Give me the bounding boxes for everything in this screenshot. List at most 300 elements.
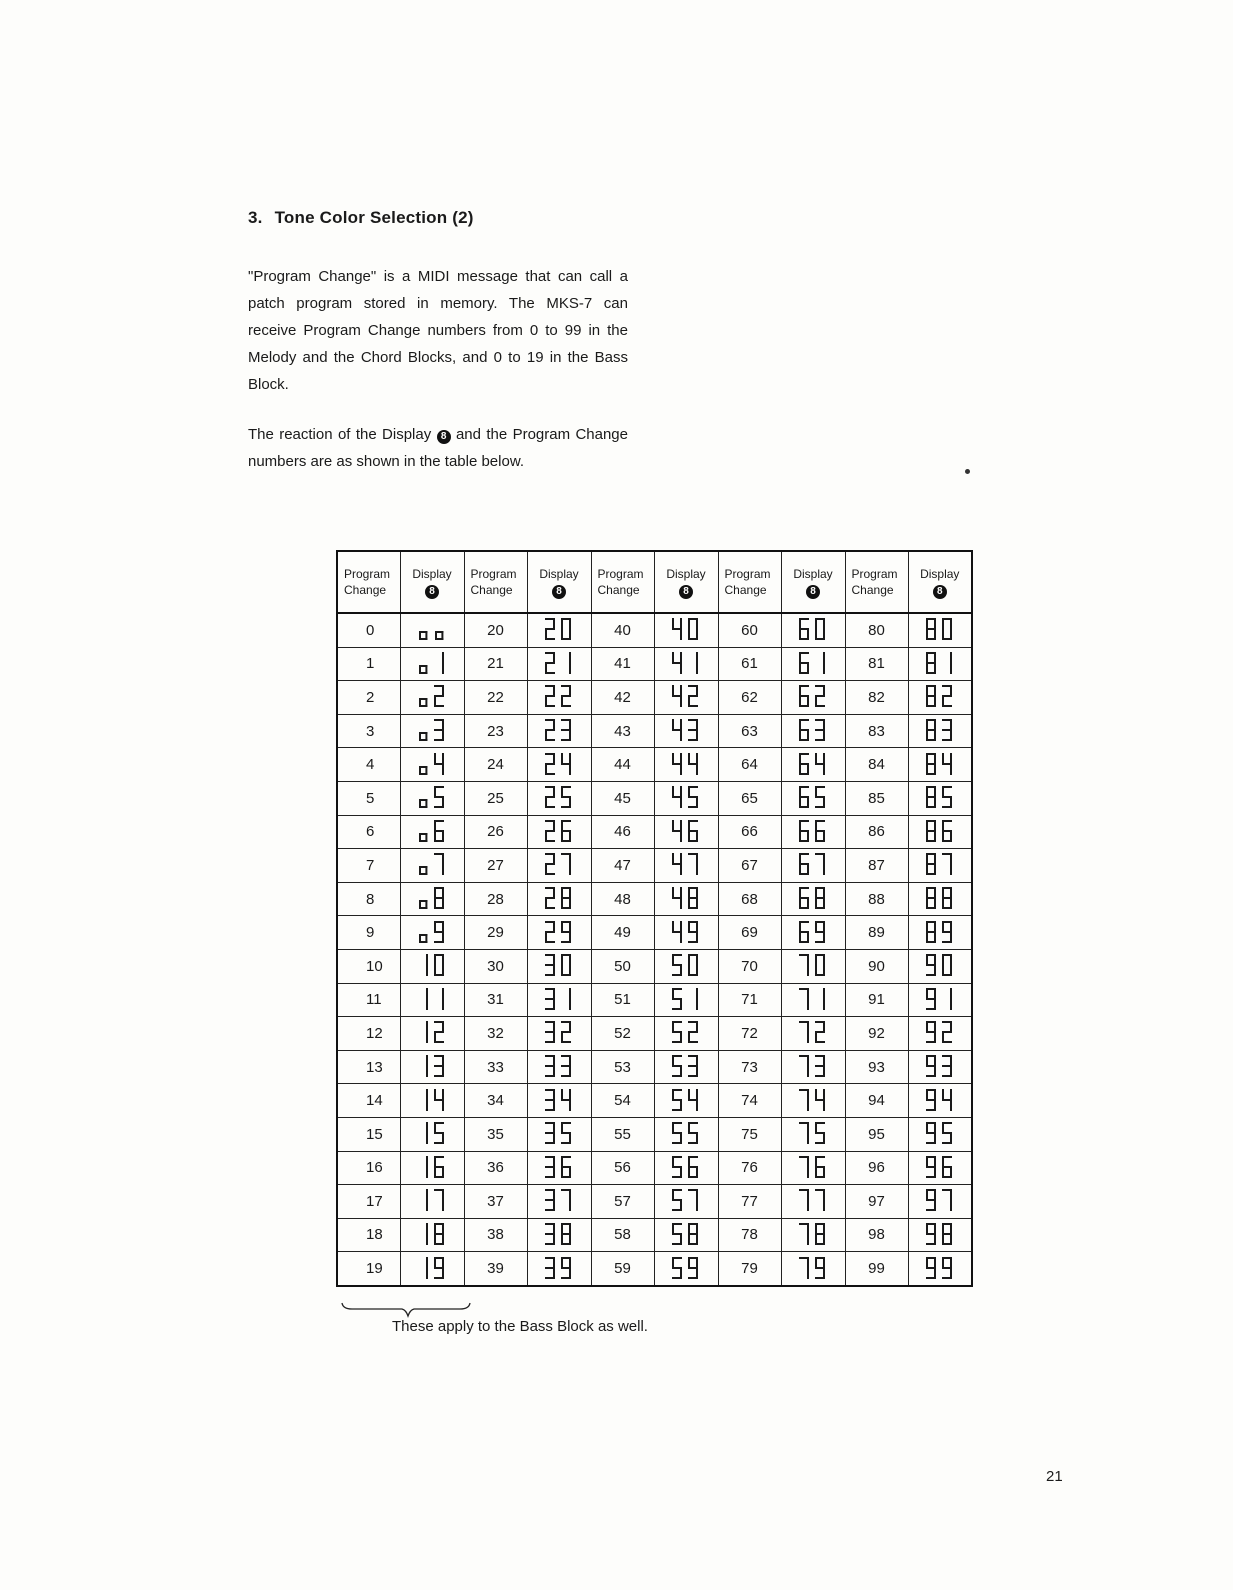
program-change-number: 50 xyxy=(591,949,654,983)
program-change-number: 49 xyxy=(591,916,654,950)
seven-segment-display xyxy=(796,1222,830,1248)
program-change-number: 14 xyxy=(337,1084,400,1118)
seven-segment-display xyxy=(415,1188,449,1214)
seven-segment-display xyxy=(796,1188,830,1214)
display-readout xyxy=(654,1218,718,1252)
seven-segment-display xyxy=(669,886,703,912)
display-readout xyxy=(654,714,718,748)
program-change-number: 55 xyxy=(591,1117,654,1151)
display-readout xyxy=(527,1185,591,1219)
program-change-number: 56 xyxy=(591,1151,654,1185)
section-heading xyxy=(248,208,474,228)
table-row xyxy=(337,681,972,715)
display-readout xyxy=(654,849,718,883)
display-readout xyxy=(527,1252,591,1286)
program-change-number: 31 xyxy=(464,983,527,1017)
program-change-number: 6 xyxy=(337,815,400,849)
header-display-label: Display xyxy=(412,566,452,581)
display-readout xyxy=(654,647,718,681)
display-readout xyxy=(527,916,591,950)
program-change-number: 38 xyxy=(464,1218,527,1252)
seven-segment-display xyxy=(796,819,830,845)
table-row xyxy=(337,1084,972,1118)
program-change-number: 94 xyxy=(845,1084,908,1118)
seven-segment-display xyxy=(923,617,957,643)
seven-segment-display xyxy=(669,987,703,1013)
seven-segment-display xyxy=(796,886,830,912)
seven-segment-display xyxy=(923,1222,957,1248)
seven-segment-display xyxy=(415,886,449,912)
header-program-line: Program xyxy=(851,567,898,581)
ink-speck xyxy=(965,469,970,474)
program-change-number: 32 xyxy=(464,1017,527,1051)
seven-segment-display xyxy=(542,651,576,677)
header-program-change xyxy=(845,551,908,613)
seven-segment-display xyxy=(669,1155,703,1181)
display-readout xyxy=(400,748,464,782)
seven-segment-display xyxy=(415,1054,449,1080)
program-change-number: 52 xyxy=(591,1017,654,1051)
display-readout xyxy=(400,1252,464,1286)
display-readout xyxy=(400,781,464,815)
program-change-number: 42 xyxy=(591,681,654,715)
display-readout xyxy=(781,916,845,950)
program-change-number: 77 xyxy=(718,1185,781,1219)
display-readout xyxy=(400,1218,464,1252)
seven-segment-display xyxy=(669,819,703,845)
display-readout xyxy=(527,1084,591,1118)
section-title: Tone Color Selection (2) xyxy=(274,208,474,227)
program-change-number: 35 xyxy=(464,1117,527,1151)
display-readout xyxy=(654,681,718,715)
program-change-number: 69 xyxy=(718,916,781,950)
seven-segment-display xyxy=(669,1054,703,1080)
seven-segment-display xyxy=(669,718,703,744)
table-header-row xyxy=(337,551,972,613)
seven-segment-display xyxy=(415,752,449,778)
program-change-number: 96 xyxy=(845,1151,908,1185)
seven-segment-display xyxy=(669,1088,703,1114)
seven-segment-display xyxy=(923,1188,957,1214)
program-change-number: 66 xyxy=(718,815,781,849)
program-change-number: 11 xyxy=(337,983,400,1017)
header-display-label: Display xyxy=(920,566,960,581)
seven-segment-display xyxy=(923,1054,957,1080)
seven-segment-display xyxy=(542,886,576,912)
program-change-number: 58 xyxy=(591,1218,654,1252)
program-change-number: 0 xyxy=(337,613,400,647)
header-program-change xyxy=(591,551,654,613)
program-change-number: 25 xyxy=(464,781,527,815)
program-change-number: 71 xyxy=(718,983,781,1017)
table-row xyxy=(337,1185,972,1219)
display-readout xyxy=(400,1117,464,1151)
program-change-number: 74 xyxy=(718,1084,781,1118)
program-change-number: 53 xyxy=(591,1050,654,1084)
intro-paragraph: "Program Change" is a MIDI message that can call a patch program stored in memory. The MKS-7 can receive Program Change numbers from 0 to 99 in the Melody and the Chord Blocks, and 0 to 19 in the Bass Block. xyxy=(248,268,628,393)
table-row xyxy=(337,1218,972,1252)
display-readout xyxy=(654,1017,718,1051)
header-program-change xyxy=(337,551,400,613)
display-readout xyxy=(908,613,972,647)
seven-segment-display xyxy=(796,752,830,778)
seven-segment-display xyxy=(415,651,449,677)
program-change-number: 81 xyxy=(845,647,908,681)
header-display-label: Display xyxy=(666,566,706,581)
seven-segment-display xyxy=(923,819,957,845)
display-paragraph-after: and the Program Change numbers are as shown in the table below. xyxy=(248,426,628,470)
display-readout xyxy=(400,681,464,715)
display-readout xyxy=(400,613,464,647)
display-readout xyxy=(654,983,718,1017)
seven-segment-display xyxy=(542,852,576,878)
display-readout xyxy=(781,1017,845,1051)
seven-segment-display xyxy=(923,1020,957,1046)
seven-segment-display xyxy=(669,1222,703,1248)
program-change-number: 57 xyxy=(591,1185,654,1219)
header-change-line: Change xyxy=(851,583,894,597)
seven-segment-display xyxy=(796,1256,830,1282)
display-readout xyxy=(781,714,845,748)
seven-segment-display xyxy=(923,1155,957,1181)
display-readout xyxy=(527,882,591,916)
display-readout xyxy=(908,1017,972,1051)
header-display xyxy=(654,551,718,613)
display-readout xyxy=(654,781,718,815)
program-change-number: 16 xyxy=(337,1151,400,1185)
program-change-number: 93 xyxy=(845,1050,908,1084)
program-change-number: 83 xyxy=(845,714,908,748)
display-readout xyxy=(781,983,845,1017)
header-display xyxy=(781,551,845,613)
program-change-number: 86 xyxy=(845,815,908,849)
table-row xyxy=(337,849,972,883)
seven-segment-display xyxy=(542,718,576,744)
table-row xyxy=(337,781,972,815)
program-change-number: 21 xyxy=(464,647,527,681)
seven-segment-display xyxy=(923,953,957,979)
display-readout xyxy=(908,1151,972,1185)
program-change-number: 87 xyxy=(845,849,908,883)
display-readout xyxy=(781,1218,845,1252)
program-change-number: 15 xyxy=(337,1117,400,1151)
display-readout xyxy=(654,882,718,916)
table-row xyxy=(337,983,972,1017)
display-readout xyxy=(527,714,591,748)
header-change-line: Change xyxy=(724,583,767,597)
seven-segment-display xyxy=(796,651,830,677)
program-change-number: 64 xyxy=(718,748,781,782)
program-change-number: 68 xyxy=(718,882,781,916)
seven-segment-display xyxy=(923,920,957,946)
display-readout xyxy=(400,849,464,883)
program-change-number: 41 xyxy=(591,647,654,681)
display-readout xyxy=(527,1017,591,1051)
display-readout xyxy=(781,613,845,647)
display-readout xyxy=(781,1185,845,1219)
display-paragraph-before: The reaction of the Display xyxy=(248,426,437,443)
display-readout xyxy=(908,916,972,950)
program-change-number: 82 xyxy=(845,681,908,715)
seven-segment-display xyxy=(542,920,576,946)
seven-segment-display xyxy=(923,684,957,710)
seven-segment-display xyxy=(669,920,703,946)
seven-segment-display xyxy=(669,684,703,710)
seven-segment-display xyxy=(542,819,576,845)
seven-segment-display xyxy=(542,1256,576,1282)
display-readout xyxy=(400,882,464,916)
seven-segment-display xyxy=(923,785,957,811)
display-marker-icon: 8 xyxy=(437,430,451,444)
display-readout xyxy=(908,714,972,748)
seven-segment-display xyxy=(796,953,830,979)
program-change-number: 47 xyxy=(591,849,654,883)
seven-segment-display xyxy=(542,1020,576,1046)
program-change-number: 84 xyxy=(845,748,908,782)
display-readout xyxy=(781,781,845,815)
display-readout xyxy=(781,949,845,983)
seven-segment-display xyxy=(415,920,449,946)
display-readout xyxy=(527,983,591,1017)
seven-segment-display xyxy=(415,852,449,878)
seven-segment-display xyxy=(415,1121,449,1147)
display-readout xyxy=(400,1017,464,1051)
display-marker-icon: 8 xyxy=(679,585,693,599)
table-row xyxy=(337,815,972,849)
display-readout xyxy=(781,1084,845,1118)
display-readout xyxy=(781,1151,845,1185)
display-readout xyxy=(400,714,464,748)
table-row xyxy=(337,1151,972,1185)
display-marker-icon: 8 xyxy=(933,585,947,599)
program-change-number: 95 xyxy=(845,1117,908,1151)
program-change-number: 8 xyxy=(337,882,400,916)
seven-segment-display xyxy=(923,987,957,1013)
seven-segment-display xyxy=(542,752,576,778)
display-readout xyxy=(654,1117,718,1151)
seven-segment-display xyxy=(415,819,449,845)
table-row xyxy=(337,1252,972,1286)
seven-segment-display xyxy=(669,752,703,778)
seven-segment-display xyxy=(542,1155,576,1181)
display-readout xyxy=(527,1218,591,1252)
display-readout xyxy=(781,882,845,916)
display-readout xyxy=(400,916,464,950)
program-change-number: 54 xyxy=(591,1084,654,1118)
program-change-number: 65 xyxy=(718,781,781,815)
program-change-table xyxy=(336,550,973,1287)
display-readout xyxy=(527,781,591,815)
display-readout xyxy=(654,949,718,983)
display-readout xyxy=(400,647,464,681)
section-number: 3. xyxy=(248,208,263,227)
program-change-number: 46 xyxy=(591,815,654,849)
table-row xyxy=(337,916,972,950)
display-readout xyxy=(781,815,845,849)
program-change-number: 40 xyxy=(591,613,654,647)
display-readout xyxy=(654,916,718,950)
display-readout xyxy=(908,681,972,715)
display-readout xyxy=(400,1084,464,1118)
program-change-number: 13 xyxy=(337,1050,400,1084)
seven-segment-display xyxy=(796,684,830,710)
header-display xyxy=(400,551,464,613)
display-readout xyxy=(527,647,591,681)
program-change-number: 22 xyxy=(464,681,527,715)
program-change-number: 97 xyxy=(845,1185,908,1219)
seven-segment-display xyxy=(796,1088,830,1114)
display-readout xyxy=(781,1050,845,1084)
display-readout xyxy=(400,1185,464,1219)
program-change-number: 88 xyxy=(845,882,908,916)
seven-segment-display xyxy=(796,987,830,1013)
display-readout xyxy=(400,1151,464,1185)
display-readout xyxy=(908,849,972,883)
display-readout xyxy=(908,1252,972,1286)
display-readout xyxy=(908,949,972,983)
display-readout xyxy=(908,983,972,1017)
program-change-number: 5 xyxy=(337,781,400,815)
program-change-number: 45 xyxy=(591,781,654,815)
program-change-number: 10 xyxy=(337,949,400,983)
display-readout xyxy=(527,681,591,715)
seven-segment-display xyxy=(669,1188,703,1214)
display-readout xyxy=(527,1050,591,1084)
display-marker-icon: 8 xyxy=(806,585,820,599)
seven-segment-display xyxy=(415,987,449,1013)
program-change-number: 20 xyxy=(464,613,527,647)
seven-segment-display xyxy=(415,1256,449,1282)
display-readout xyxy=(781,1117,845,1151)
table-row xyxy=(337,647,972,681)
seven-segment-display xyxy=(669,1020,703,1046)
display-readout xyxy=(908,1185,972,1219)
seven-segment-display xyxy=(669,651,703,677)
program-change-number: 43 xyxy=(591,714,654,748)
display-readout xyxy=(908,815,972,849)
seven-segment-display xyxy=(415,718,449,744)
program-change-number: 2 xyxy=(337,681,400,715)
program-change-number: 70 xyxy=(718,949,781,983)
program-change-number: 24 xyxy=(464,748,527,782)
display-readout xyxy=(654,748,718,782)
display-readout xyxy=(908,1117,972,1151)
program-change-number: 79 xyxy=(718,1252,781,1286)
program-change-number: 23 xyxy=(464,714,527,748)
display-readout xyxy=(908,748,972,782)
program-change-number: 63 xyxy=(718,714,781,748)
program-change-number: 33 xyxy=(464,1050,527,1084)
display-readout xyxy=(908,781,972,815)
program-change-number: 44 xyxy=(591,748,654,782)
program-change-number: 17 xyxy=(337,1185,400,1219)
seven-segment-display xyxy=(669,1121,703,1147)
display-readout xyxy=(654,815,718,849)
display-readout xyxy=(400,983,464,1017)
program-change-number: 59 xyxy=(591,1252,654,1286)
page-number: 21 xyxy=(1046,1468,1063,1485)
program-change-number: 99 xyxy=(845,1252,908,1286)
display-readout xyxy=(527,815,591,849)
display-readout xyxy=(908,647,972,681)
display-readout xyxy=(654,1185,718,1219)
program-change-number: 78 xyxy=(718,1218,781,1252)
display-readout xyxy=(908,1050,972,1084)
program-change-number: 91 xyxy=(845,983,908,1017)
program-change-number: 75 xyxy=(718,1117,781,1151)
seven-segment-display xyxy=(669,785,703,811)
seven-segment-display xyxy=(415,953,449,979)
program-change-number: 12 xyxy=(337,1017,400,1051)
seven-segment-display xyxy=(542,1222,576,1248)
header-program-line: Program xyxy=(724,567,771,581)
seven-segment-display xyxy=(542,785,576,811)
seven-segment-display xyxy=(542,1054,576,1080)
display-readout xyxy=(781,849,845,883)
display-readout xyxy=(527,949,591,983)
display-paragraph xyxy=(248,421,628,475)
header-display xyxy=(908,551,972,613)
program-change-number: 51 xyxy=(591,983,654,1017)
display-readout xyxy=(908,1084,972,1118)
seven-segment-display xyxy=(415,1155,449,1181)
seven-segment-display xyxy=(542,987,576,1013)
seven-segment-display xyxy=(796,617,830,643)
table-row xyxy=(337,882,972,916)
program-change-number: 72 xyxy=(718,1017,781,1051)
seven-segment-display xyxy=(923,1256,957,1282)
seven-segment-display xyxy=(796,1121,830,1147)
table-row xyxy=(337,613,972,647)
display-readout xyxy=(654,1151,718,1185)
program-change-number: 62 xyxy=(718,681,781,715)
display-readout xyxy=(781,1252,845,1286)
seven-segment-display xyxy=(415,1222,449,1248)
program-change-number: 80 xyxy=(845,613,908,647)
display-readout xyxy=(527,613,591,647)
display-readout xyxy=(654,1252,718,1286)
table-row xyxy=(337,714,972,748)
header-program-change xyxy=(718,551,781,613)
program-change-number: 29 xyxy=(464,916,527,950)
program-change-number: 36 xyxy=(464,1151,527,1185)
display-readout xyxy=(654,1084,718,1118)
program-change-number: 89 xyxy=(845,916,908,950)
display-readout xyxy=(527,849,591,883)
program-change-number: 60 xyxy=(718,613,781,647)
display-readout xyxy=(781,748,845,782)
seven-segment-display xyxy=(669,617,703,643)
header-change-line: Change xyxy=(597,583,640,597)
seven-segment-display xyxy=(415,1020,449,1046)
program-change-number: 61 xyxy=(718,647,781,681)
program-change-number: 73 xyxy=(718,1050,781,1084)
display-readout xyxy=(400,949,464,983)
display-readout xyxy=(781,647,845,681)
program-change-number: 28 xyxy=(464,882,527,916)
seven-segment-display xyxy=(923,852,957,878)
header-program-change xyxy=(464,551,527,613)
program-change-number: 98 xyxy=(845,1218,908,1252)
display-readout xyxy=(654,1050,718,1084)
display-readout xyxy=(400,815,464,849)
display-readout xyxy=(908,882,972,916)
seven-segment-display xyxy=(415,785,449,811)
program-change-number: 92 xyxy=(845,1017,908,1051)
display-readout xyxy=(654,613,718,647)
seven-segment-display xyxy=(415,617,449,643)
program-change-number: 34 xyxy=(464,1084,527,1118)
